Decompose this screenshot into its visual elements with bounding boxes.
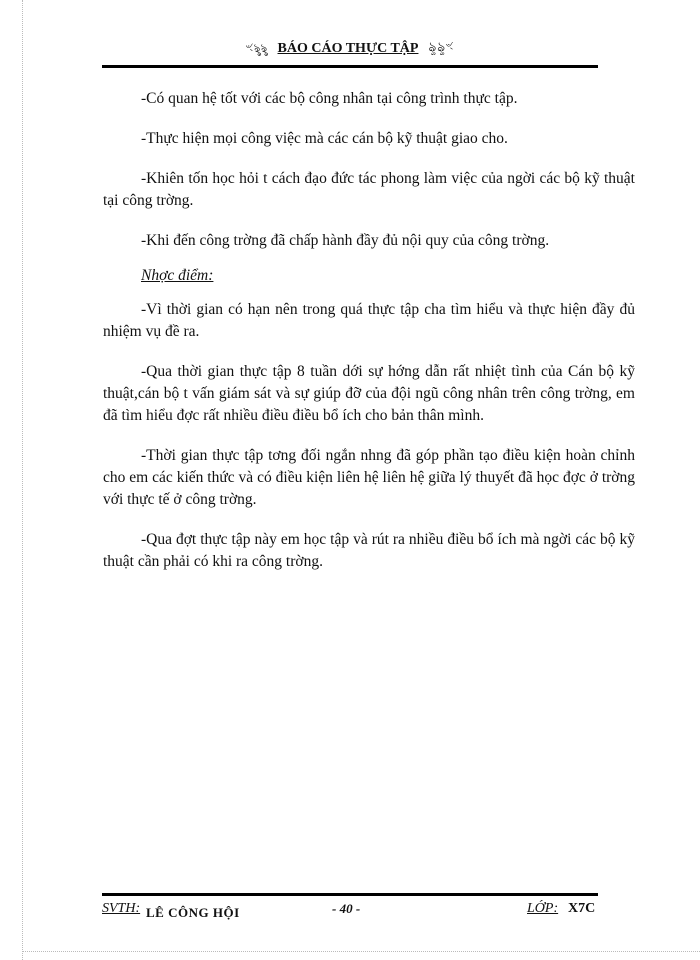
footer-rule xyxy=(102,893,598,896)
paragraph: -Khi đến công trờng đã chấp hành đầy đủ nội quy của công trờng. xyxy=(141,232,550,249)
class-value: X7C xyxy=(568,901,596,916)
paragraph: -Thời gian thực tập tơng đối ngắn nhng đã góp phần tạo điều kiện hoàn chỉnh cho em các kiến thức và có điều kiện liên hệ liên hệ giữa lý thuyết đã học đợc ở trờng với thực tế ở công trờng. xyxy=(103,447,635,508)
page-margin-line xyxy=(22,0,23,960)
paragraph: -Vì thời gian có hạn nên trong quá thực tập cha tìm hiểu và thực hiện đầy đủ nhiệm vụ đề ra. xyxy=(103,301,635,340)
header-rule xyxy=(102,65,598,68)
page-footer xyxy=(102,899,598,921)
page-number: - 40 - xyxy=(332,901,361,916)
report-body xyxy=(103,88,635,591)
paragraph: -Qua đợt thực tập này em học tập và rút ra nhiều điều bổ ích mà ngời các bộ kỹ thuật cần phải có khi ra công trờng. xyxy=(103,531,635,570)
paragraph: -Có quan hệ tốt với các bộ công nhân tại công trình thực tập. xyxy=(141,90,518,107)
student-name: LÊ CÔNG HỘI xyxy=(146,905,240,920)
page-header xyxy=(102,38,598,62)
header-title: BÁO CÁO THỰC TẬP xyxy=(277,40,419,56)
ornament-right-icon: ৡৡৼ xyxy=(428,39,454,54)
paragraph: -Khiên tốn học hỏi t cách đạo đức tác phong làm việc của ngời các bộ kỹ thuật tại công trờng. xyxy=(103,170,635,209)
ornament-left-icon: ৼৡৡ xyxy=(246,40,268,56)
paragraph: -Thực hiện mọi công việc mà các cán bộ kỹ thuật giao cho. xyxy=(141,130,508,147)
paragraph: -Qua thời gian thực tập 8 tuần dới sự hớng dẫn rất nhiệt tình của Cán bộ kỹ thuật,cán bộ t vấn giám sát và sự giúp đỡ của đội ngũ công nhân trên công trờng, em đã tìm hiểu đợc rất nhiều điều điều bổ ích cho bản thân mình. xyxy=(103,363,635,424)
section-subheading: Nhợc điểm: xyxy=(141,267,214,284)
page-bottom-line xyxy=(22,951,700,952)
student-label: SVTH: xyxy=(102,901,141,916)
class-label: LỚP: xyxy=(527,901,559,916)
